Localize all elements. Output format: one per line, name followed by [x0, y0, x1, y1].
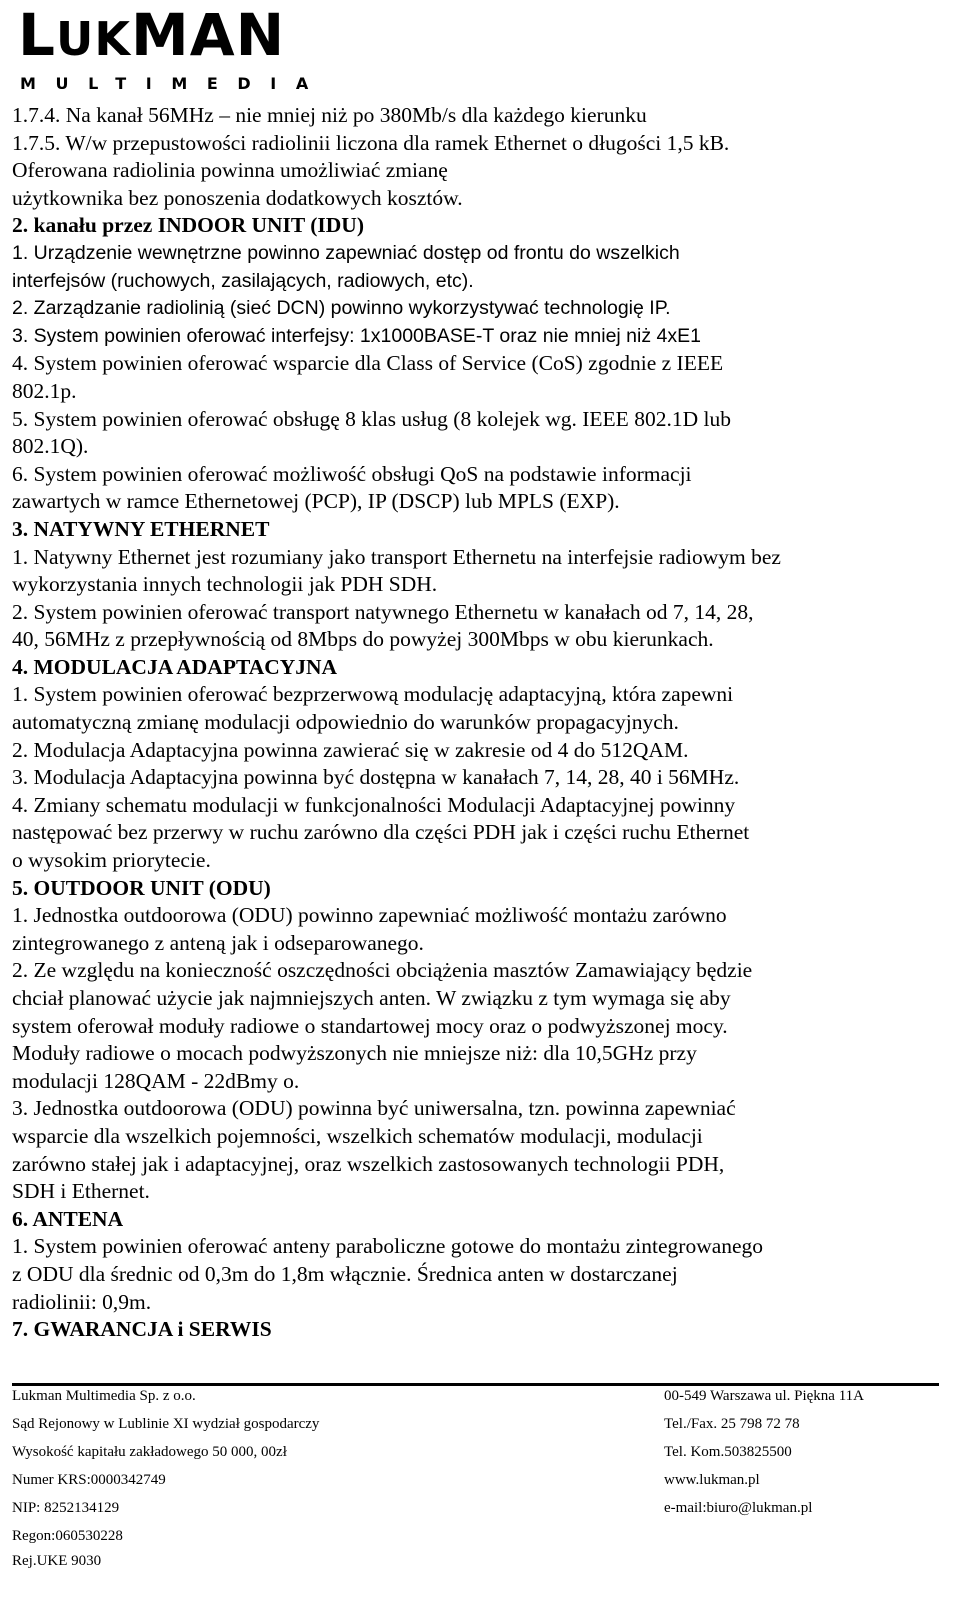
text-line: 1. Natywny Ethernet jest rozumiany jako transport Ethernetu na interfejsie radiowym bez — [12, 544, 781, 569]
footer-address: 00-549 Warszawa ul. Piękna 11A — [664, 1388, 864, 1404]
footer-email-link[interactable]: e-mail:biuro@lukman.pl — [664, 1500, 813, 1516]
footer-phone-fax: Tel./Fax. 25 798 72 78 — [664, 1416, 800, 1432]
text-line: 3. Modulacja Adaptacyjna powinna być dostępna w kanałach 7, 14, 28, 40 i 56MHz. — [12, 765, 740, 790]
text-line: 1. Urządzenie wewnętrzne powinno zapewniać dostęp od frontu do wszelkich — [12, 241, 680, 264]
footer-uke: Rej.UKE 9030 — [12, 1553, 102, 1569]
text-line: zintegrowanego z anteną jak i odseparowanego. — [12, 930, 424, 955]
footer-mobile: Tel. Kom.503825500 — [664, 1444, 792, 1460]
document-body — [12, 102, 942, 1344]
section-heading: 7. GWARANCJA i SERWIS — [12, 1317, 272, 1342]
text-line: radiolinii: 0,9m. — [12, 1289, 152, 1314]
text-line: 3. Jednostka outdoorowa (ODU) powinna być uniwersalna, tzn. powinna zapewniać — [12, 1096, 736, 1121]
section-heading: 4. MODULACJA ADAPTACYJNA — [12, 654, 338, 679]
text-line: Oferowana radiolinia powinna umożliwiać zmianę — [12, 158, 448, 183]
footer-regon: Regon:060530228 — [12, 1528, 123, 1544]
text-line: 6. System powinien oferować możliwość obsługi QoS na podstawie informacji — [12, 461, 692, 486]
text-line: automatyczną zmianę modulacji odpowiednio do warunków propagacyjnych. — [12, 710, 679, 735]
footer-krs: Numer KRS:0000342749 — [12, 1472, 166, 1488]
text-line: użytkownika bez ponoszenia dodatkowych kosztów. — [12, 185, 463, 210]
text-line: 2. Zarządzanie radiolinią (sieć DCN) powinno wykorzystywać technologię IP. — [12, 297, 671, 320]
text-line: 2. System powinien oferować transport natywnego Ethernetu w kanałach od 7, 14, 28, — [12, 599, 754, 624]
section-heading: 2. kanału przez INDOOR UNIT (IDU) — [12, 213, 364, 238]
text-line: o wysokim priorytecie. — [12, 848, 211, 873]
text-line: 2. Modulacja Adaptacyjna powinna zawierać się w zakresie od 4 do 512QAM. — [12, 737, 689, 762]
text-line: zarówno stałej jak i adaptacyjnej, oraz wszelkich zastosowanych technologii PDH, — [12, 1151, 725, 1176]
footer-company-name: Lukman Multimedia Sp. z o.o. — [12, 1388, 196, 1404]
text-line: interfejsów (ruchowych, zasilających, radiowych, etc). — [12, 269, 474, 292]
section-heading: 6. ANTENA — [12, 1206, 124, 1231]
text-line: 3. System powinien oferować interfejsy: 1x1000BASE-T oraz nie mniej niż 4xE1 — [12, 324, 701, 347]
text-line: 1. System powinien oferować bezprzerwową modulację adaptacyjną, która zapewni — [12, 682, 734, 707]
text-line: 802.1p. — [12, 378, 77, 403]
text-line: 5. System powinien oferować obsługę 8 klas usług (8 kolejek wg. IEEE 802.1D lub — [12, 406, 731, 431]
text-line: modulacji 128QAM - 22dBmy o. — [12, 1068, 300, 1093]
text-line: 4. Zmiany schematu modulacji w funkcjonalności Modulacji Adaptacyjnej powinny — [12, 792, 736, 817]
text-line: wsparcie dla wszelkich pojemności, wszelkich schematów modulacji, modulacji — [12, 1123, 703, 1148]
footer-divider — [12, 1383, 939, 1386]
text-line: 4. System powinien oferować wsparcie dla Class of Service (CoS) zgodnie z IEEE — [12, 351, 724, 376]
logo-subtitle: MULTIMEDIA — [20, 74, 328, 93]
text-line: system oferował moduły radiowe o standartowej mocy oraz o podwyższonej mocy. — [12, 1013, 728, 1038]
text-line: Moduły radiowe o mocach podwyższonych nie mniejsze niż: dla 10,5GHz przy — [12, 1041, 697, 1066]
text-line: następować bez przerwy w ruchu zarówno dla części PDH jak i części ruchu Ethernet — [12, 820, 750, 845]
footer-website-link[interactable]: www.lukman.pl — [664, 1472, 760, 1488]
text-line: 1.7.4. Na kanał 56MHz – nie mniej niż po 380Mb/s dla każdego kierunku — [12, 103, 647, 127]
section-heading: 3. NATYWNY ETHERNET — [12, 516, 270, 541]
text-line: 1.7.5. W/w przepustowości radiolinii liczona dla ramek Ethernet o długości 1,5 kB. — [12, 130, 730, 155]
text-line: 40, 56MHz z przepływnością od 8Mbps do powyżej 300Mbps w obu kierunkach. — [12, 627, 714, 652]
company-logo — [18, 1, 328, 94]
text-line: zawartych w ramce Ethernetowej (PCP), IP (DSCP) lub MPLS (EXP). — [12, 489, 620, 514]
footer-capital: Wysokość kapitału zakładowego 50 000, 00zł — [12, 1444, 287, 1460]
text-line: wykorzystania innych technologii jak PDH SDH. — [12, 572, 438, 597]
logo-wordmark: LUKMAN — [18, 1, 286, 69]
text-line: 1. Jednostka outdoorowa (ODU) powinno zapewniać możliwość montażu zarówno — [12, 903, 727, 928]
text-line: SDH i Ethernet. — [12, 1179, 150, 1204]
text-line: chciał planować użycie jak najmniejszych anten. W związku z tym wymaga się aby — [12, 986, 731, 1010]
text-line: 2. Ze względu na konieczność oszczędności obciążenia masztów Zamawiający będzie — [12, 958, 753, 983]
text-line: 802.1Q). — [12, 434, 89, 459]
footer-court: Sąd Rejonowy w Lublinie XI wydział gospodarczy — [12, 1416, 320, 1432]
section-heading: 5. OUTDOOR UNIT (ODU) — [12, 875, 271, 900]
text-line: z ODU dla średnic od 0,3m do 1,8m włącznie. Średnica anten w dostarczanej — [12, 1261, 678, 1286]
footer-nip: NIP: 8252134129 — [12, 1500, 120, 1516]
text-line: 1. System powinien oferować anteny paraboliczne gotowe do montażu zintegrowanego — [12, 1234, 764, 1259]
